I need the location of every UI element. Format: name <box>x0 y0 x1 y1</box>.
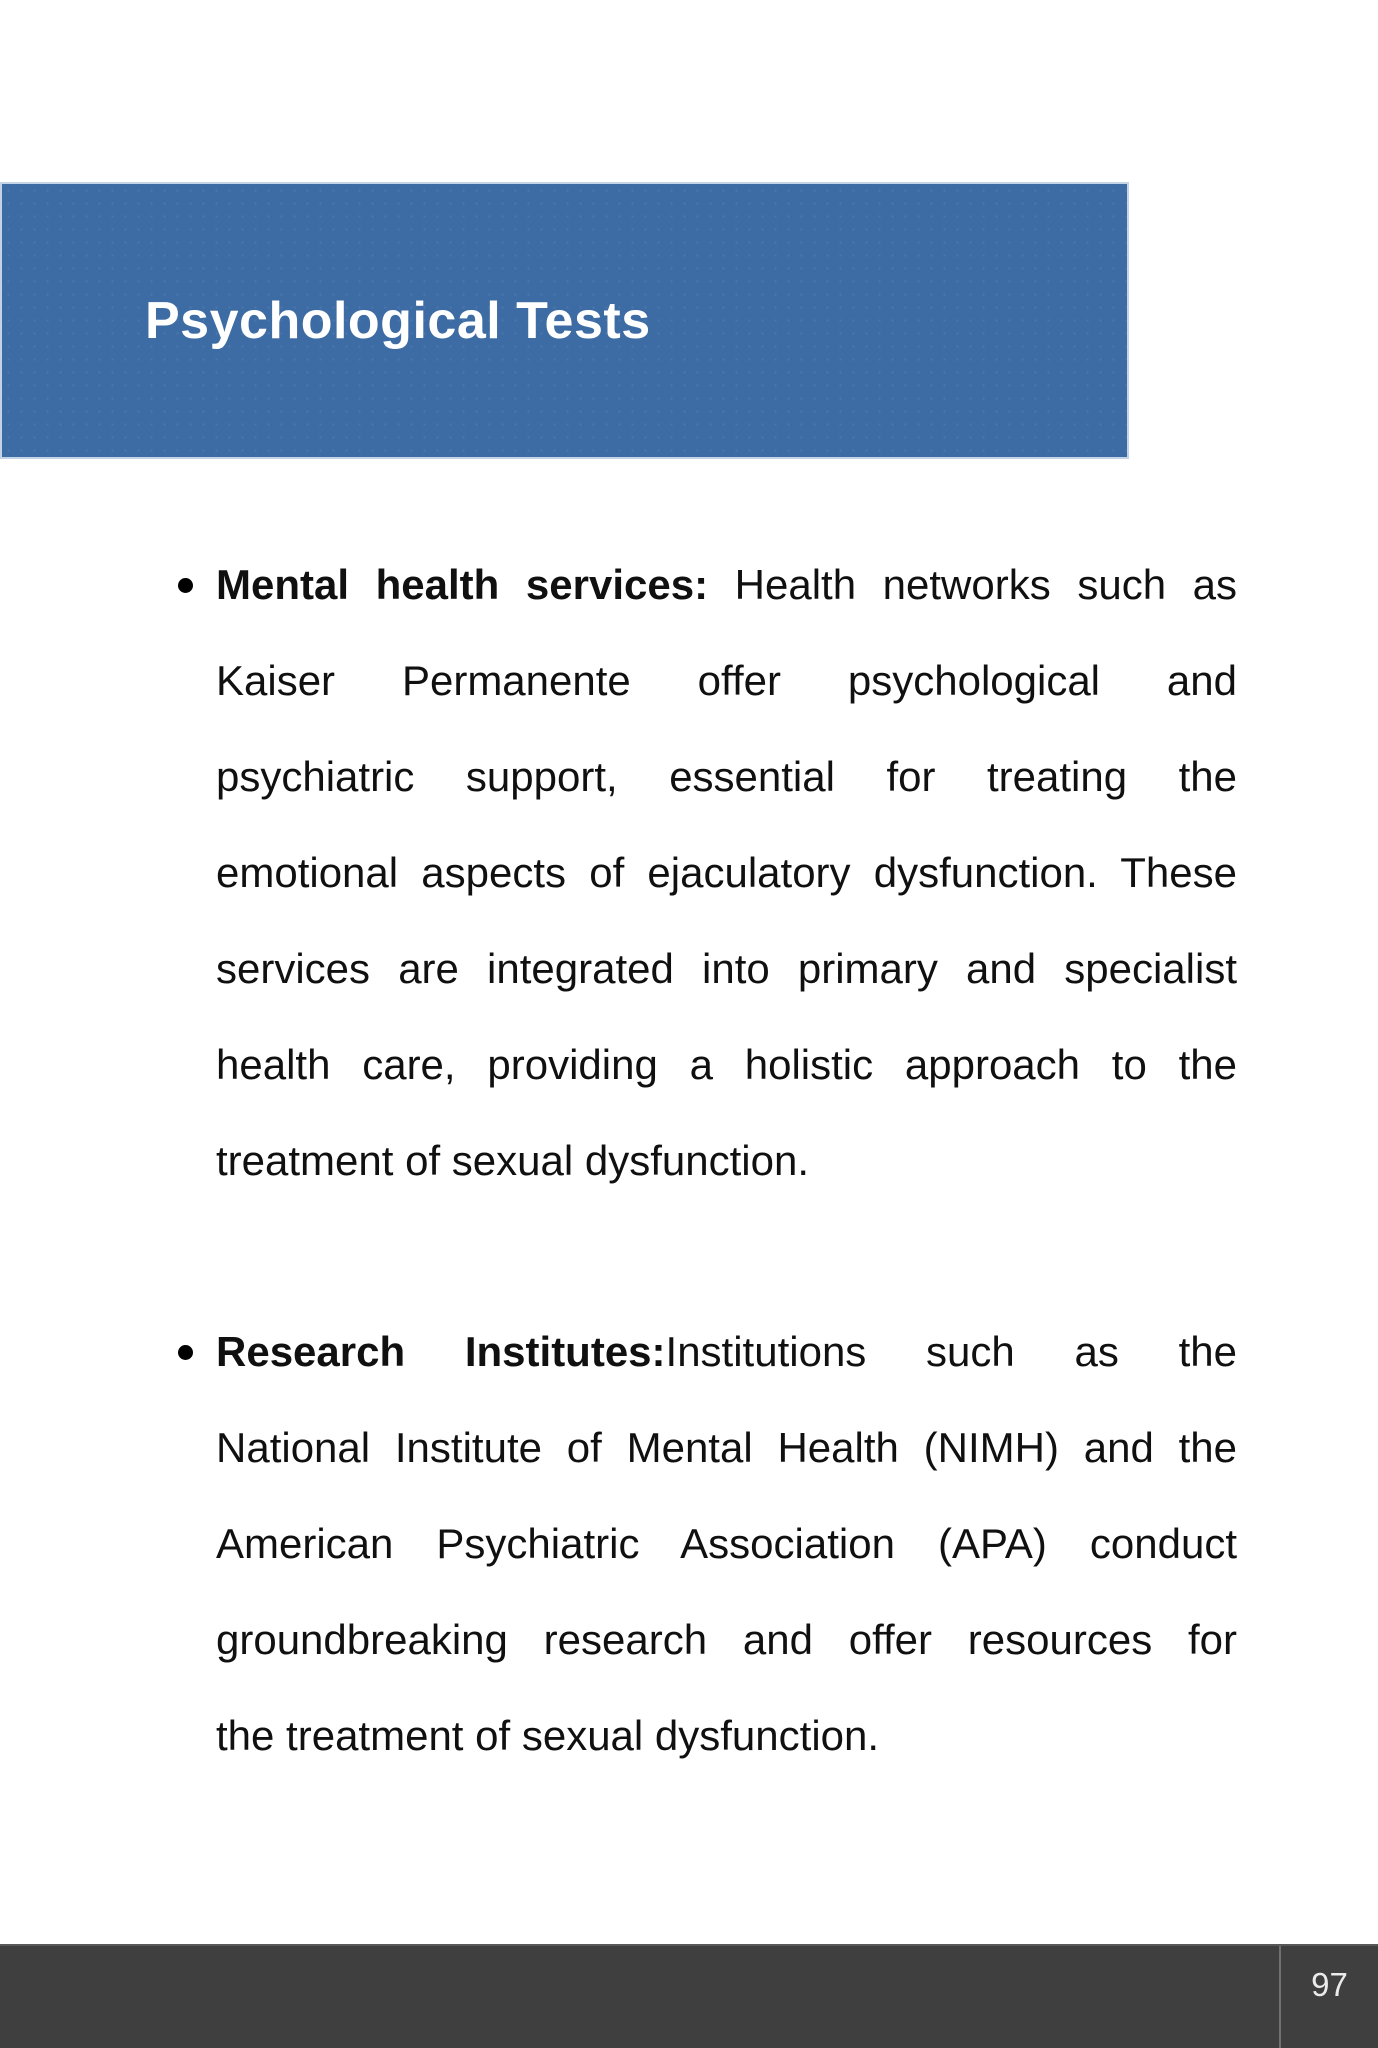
text-line <box>216 1304 1237 1400</box>
text-line <box>216 921 1237 1017</box>
text-line <box>216 537 1237 633</box>
text-line <box>216 633 1237 729</box>
text-run: services are integrated into primary and specialist <box>216 945 1237 992</box>
text-run: Institutions such as the <box>665 1328 1237 1375</box>
text-run: Health networks such as <box>708 561 1237 608</box>
section-header-band <box>0 182 1129 459</box>
text-run: treatment of sexual dysfunction. <box>216 1137 809 1184</box>
bold-run: Research Institutes: <box>216 1328 666 1375</box>
text-run: psychiatric support, essential for treating the <box>216 753 1237 800</box>
text-run: health care, providing a holistic approach to the <box>216 1041 1237 1088</box>
text-run: the treatment of sexual dysfunction. <box>216 1712 880 1759</box>
text-run: Kaiser Permanente offer psychological and <box>216 657 1237 704</box>
section-title: Psychological Tests <box>145 291 651 350</box>
text-run: groundbreaking research and offer resources for <box>216 1616 1237 1663</box>
text-line <box>216 825 1237 921</box>
text-run: emotional aspects of ejaculatory dysfunction. These <box>216 849 1237 896</box>
footer-bar <box>0 1944 1378 2048</box>
text-line <box>216 1496 1237 1592</box>
page-number: 97 <box>1311 1965 1348 2003</box>
text-line <box>216 729 1237 825</box>
text-run: American Psychiatric Association (APA) conduct <box>216 1520 1237 1567</box>
text-line <box>216 1113 1237 1209</box>
text-line <box>216 1400 1237 1496</box>
text-line <box>216 1688 1237 1784</box>
bullet-marker <box>178 1345 193 1360</box>
text-line <box>216 1592 1237 1688</box>
bullet-item <box>216 537 1237 1209</box>
bullet-marker <box>178 578 193 593</box>
bold-run: Mental health services: <box>216 561 709 608</box>
text-line <box>216 1017 1237 1113</box>
bullet-item <box>216 1304 1237 1784</box>
text-run: National Institute of Mental Health (NIMH) and the <box>216 1424 1237 1471</box>
